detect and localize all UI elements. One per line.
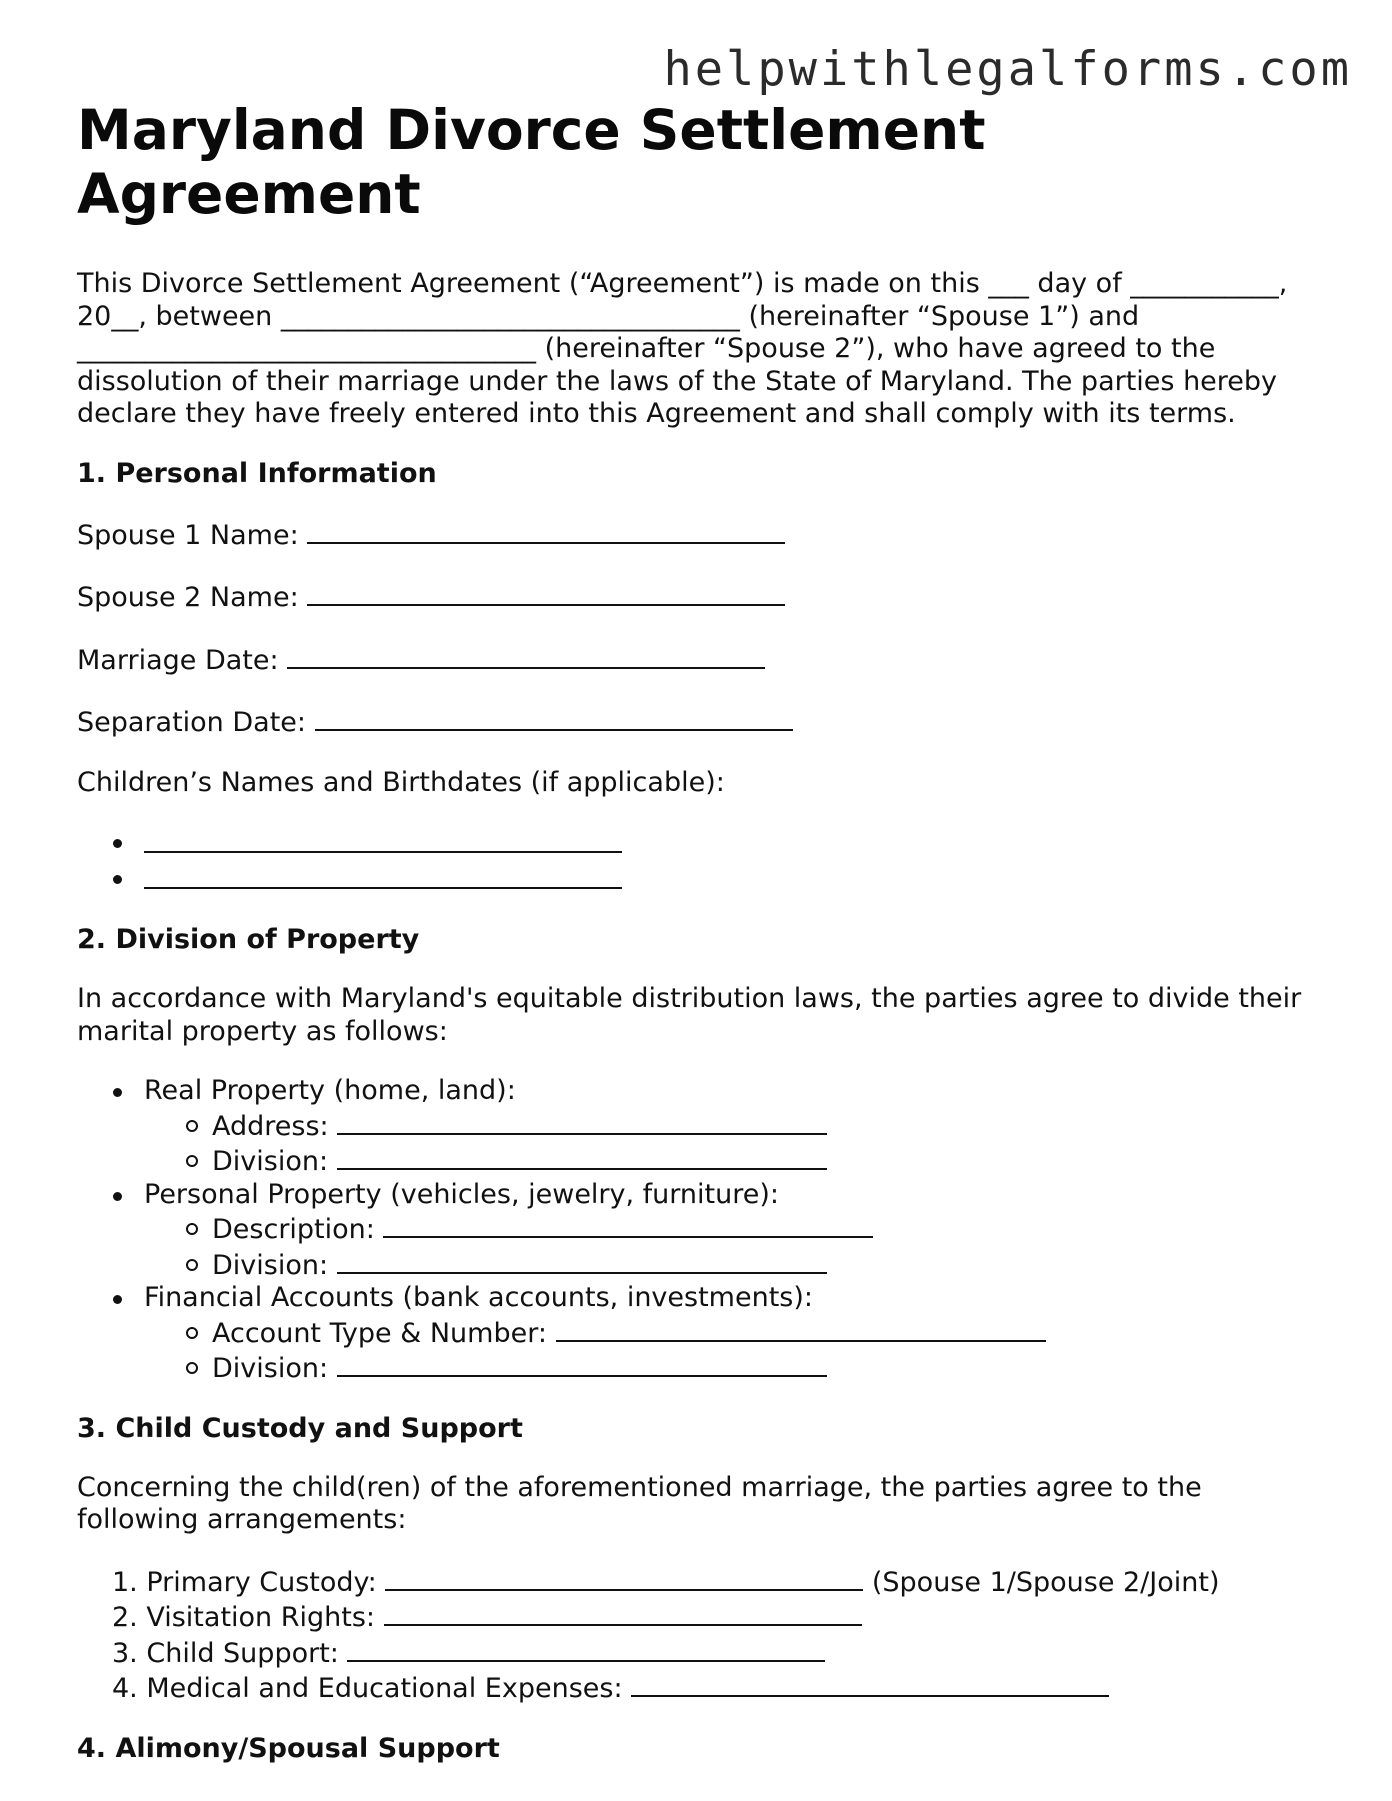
list-item bbox=[77, 1075, 1327, 1179]
property-list bbox=[77, 1075, 1327, 1386]
separation-date-blank[interactable] bbox=[315, 704, 793, 731]
real-property-label: Real Property (home, land): bbox=[144, 1075, 516, 1106]
field-label: Account Type & Number: bbox=[212, 1317, 547, 1349]
primary-custody-blank[interactable] bbox=[385, 1564, 863, 1591]
field-label: Division: bbox=[212, 1353, 329, 1384]
list-item bbox=[144, 1247, 1327, 1283]
property-intro-line: marital property as follows: bbox=[77, 1015, 448, 1047]
list-item bbox=[144, 1350, 1327, 1386]
field-label: Division: bbox=[212, 1146, 329, 1177]
child-blank[interactable] bbox=[144, 826, 622, 853]
list-item bbox=[77, 1179, 1327, 1283]
marriage-date-blank[interactable] bbox=[287, 642, 765, 669]
separation-date-field bbox=[77, 704, 1327, 740]
list-item bbox=[144, 1211, 1327, 1247]
section-heading-alimony: 4. Alimony/Spousal Support bbox=[77, 1732, 500, 1764]
custody-intro-line: Concerning the child(ren) of the aforementioned marriage, the parties agree to the bbox=[77, 1471, 1202, 1503]
spouse1-name-field bbox=[77, 517, 1327, 553]
intro-line: 20__, between __________________________________ (hereinafter “Spouse 1”) and bbox=[77, 300, 1140, 332]
item-number: 1. bbox=[112, 1566, 138, 1598]
field-label: Address: bbox=[212, 1110, 329, 1142]
field-label: Primary Custody: bbox=[146, 1566, 377, 1598]
field-label: Division: bbox=[212, 1249, 329, 1281]
list-item bbox=[144, 1315, 1327, 1351]
description-blank[interactable] bbox=[383, 1211, 873, 1238]
children-label: Children’s Names and Birthdates (if applicable): bbox=[77, 766, 725, 798]
intro-line: dissolution of their marriage under the laws of the State of Maryland. The parties hereby bbox=[77, 365, 1278, 397]
property-intro-line: In accordance with Maryland's equitable distribution laws, the parties agree to divide their bbox=[77, 983, 1302, 1014]
spouse1-name-blank[interactable] bbox=[307, 517, 785, 544]
custody-options: (Spouse 1/Spouse 2/Joint) bbox=[871, 1566, 1220, 1598]
intro-line: __________________________________ (hereinafter “Spouse 2”), who have agreed to the bbox=[77, 333, 1216, 364]
list-item bbox=[144, 1143, 1327, 1179]
field-label: Spouse 1 Name: bbox=[77, 519, 299, 551]
intro-line: This Divorce Settlement Agreement (“Agreement”) is made on this ___ day of ___________, bbox=[77, 268, 1288, 299]
list-item bbox=[144, 1108, 1327, 1144]
custody-intro-line: following arrangements: bbox=[77, 1504, 407, 1535]
item-number: 4. bbox=[112, 1673, 138, 1704]
item-number: 2. bbox=[112, 1602, 138, 1633]
children-list bbox=[77, 826, 1327, 897]
child-support-blank[interactable] bbox=[347, 1635, 825, 1662]
marriage-date-field bbox=[77, 642, 1327, 678]
list-item bbox=[77, 862, 1327, 898]
division-blank[interactable] bbox=[337, 1350, 827, 1377]
document-page bbox=[77, 98, 1327, 1765]
custody-intro bbox=[77, 1472, 1327, 1537]
visitation-blank[interactable] bbox=[384, 1599, 862, 1626]
field-label: Child Support: bbox=[146, 1637, 339, 1669]
intro-line: declare they have freely entered into this Agreement and shall comply with its terms. bbox=[77, 398, 1236, 429]
financial-accounts-label: Financial Accounts (bank accounts, investments): bbox=[144, 1282, 813, 1313]
section-heading-personal-information: 1. Personal Information bbox=[77, 457, 437, 489]
spouse2-name-field bbox=[77, 579, 1327, 615]
list-item bbox=[77, 1670, 1327, 1706]
child-blank[interactable] bbox=[144, 862, 622, 889]
field-label: Separation Date: bbox=[77, 707, 307, 738]
address-blank[interactable] bbox=[337, 1108, 827, 1135]
field-label: Spouse 2 Name: bbox=[77, 582, 299, 613]
division-blank[interactable] bbox=[337, 1247, 827, 1274]
list-item bbox=[77, 1282, 1327, 1386]
list-item bbox=[77, 1599, 1327, 1635]
intro-paragraph bbox=[77, 268, 1327, 431]
financial-accounts-sublist bbox=[144, 1315, 1327, 1386]
field-label: Marriage Date: bbox=[77, 644, 279, 676]
division-blank[interactable] bbox=[337, 1143, 827, 1170]
field-label: Medical and Educational Expenses: bbox=[146, 1673, 623, 1704]
custody-list bbox=[77, 1564, 1327, 1706]
property-intro bbox=[77, 983, 1327, 1048]
list-item bbox=[77, 1564, 1327, 1600]
account-blank[interactable] bbox=[556, 1315, 1046, 1342]
spouse2-name-blank[interactable] bbox=[307, 579, 785, 606]
list-item bbox=[77, 826, 1327, 862]
document-title: Maryland Divorce Settlement Agreement bbox=[77, 98, 986, 226]
personal-property-label: Personal Property (vehicles, jewelry, furniture): bbox=[144, 1178, 779, 1210]
field-label: Description: bbox=[212, 1214, 375, 1245]
personal-property-sublist bbox=[144, 1211, 1327, 1282]
section-heading-division-of-property: 2. Division of Property bbox=[77, 924, 420, 955]
real-property-sublist bbox=[144, 1108, 1327, 1179]
section-heading-child-custody: 3. Child Custody and Support bbox=[77, 1412, 523, 1444]
watermark: helpwithlegalforms.com bbox=[663, 42, 1352, 97]
expenses-blank[interactable] bbox=[631, 1670, 1109, 1697]
list-item bbox=[77, 1635, 1327, 1671]
item-number: 3. bbox=[112, 1637, 138, 1669]
field-label: Visitation Rights: bbox=[146, 1602, 376, 1633]
